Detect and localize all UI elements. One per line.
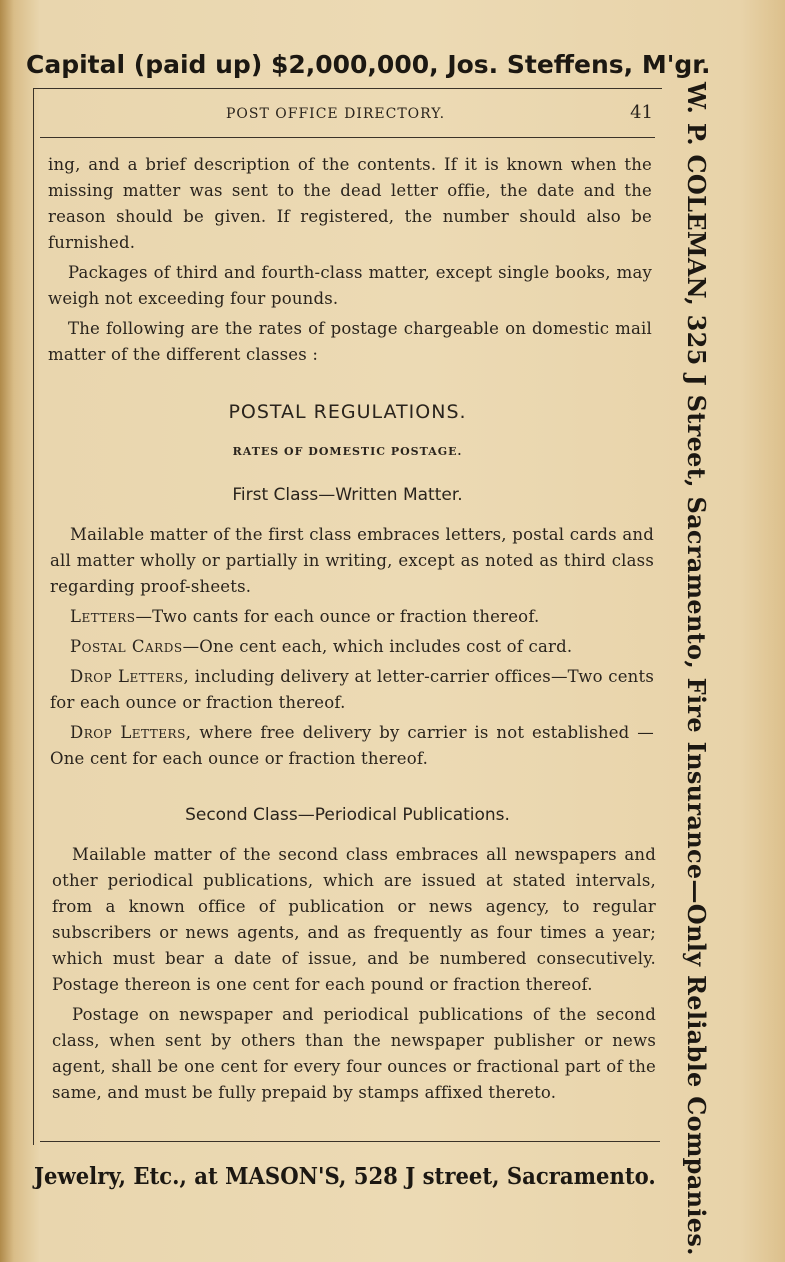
drop-letters-rate-2 — [50, 720, 654, 772]
bottom-advertisement: Jewelry, Etc., at MASON'S, 528 J street, Sacramento. — [34, 1163, 656, 1190]
letters-label: Letters — [70, 607, 136, 626]
postal-cards-text: —One cent each, which includes cost of card. — [182, 637, 573, 656]
page-number: 41 — [630, 102, 653, 123]
second-class-heading: Second Class—Periodical Publications. — [185, 805, 510, 825]
intro-text — [48, 152, 652, 368]
first-class-paragraph: Mailable matter of the first class embraces letters, postal cards and all matter wholly or partially in writing, except as noted as third class regarding proof-sheets. — [50, 525, 654, 596]
top-advertisement: Capital (paid up) $2,000,000, Jos. Steffens, M'gr. — [26, 50, 711, 79]
letters-text: —Two cants for each ounce or fraction thereof. — [135, 607, 540, 626]
drop-letters-label-1: Drop Letters, — [70, 667, 190, 686]
section-subtitle: RATES OF DOMESTIC POSTAGE. — [232, 445, 463, 458]
postal-cards-rate — [50, 634, 654, 660]
drop-letters-label-2: Drop Letters, — [70, 723, 192, 742]
section-title: POSTAL REGULATIONS. — [228, 401, 467, 423]
intro-paragraph-1: ing, and a brief description of the contents. If it is known when the missing matter was sent to the dead letter offie, the date and the reason should be given. If registered, the number should also be furnished. — [48, 155, 652, 252]
intro-paragraph-3: The following are the rates of postage chargeable on domestic mail matter of the different classes : — [48, 319, 652, 364]
second-class-paragraph-2: Postage on newspaper and periodical publications of the second class, when sent by others than the newspaper publisher or news agent, shall be one cent for every four ounces or fractional part of the same, and must be fully prepaid by stamps affixed thereto. — [52, 1005, 656, 1102]
second-class-paragraph-1: Mailable matter of the second class embraces all newspapers and other periodical publications, which are issued at stated intervals, from a known office of publication or news agency, to regular subscribers or news agents, and as frequently as four times a year; which must bear a date of issue, and be numbered consecutively. Postage thereon is one cent for each pound or fraction thereof. — [52, 845, 656, 994]
intro-paragraph-2: Packages of third and fourth-class matter, except single books, may weigh not exceeding four pounds. — [48, 263, 652, 308]
frame-bottom-rule — [40, 1141, 660, 1142]
drop-letters-text-1: including delivery at letter-carrier offices—Two cents for each ounce or fraction thereof. — [50, 667, 654, 712]
running-head: POST OFFICE DIRECTORY. — [226, 106, 446, 122]
postal-cards-label: Postal Cards — [70, 637, 183, 656]
letters-rate — [50, 604, 654, 630]
drop-letters-rate-1 — [50, 664, 654, 716]
first-class-heading: First Class—Written Matter. — [232, 485, 463, 505]
second-class-text — [52, 842, 656, 1106]
header-rule — [40, 137, 655, 138]
first-class-text — [50, 522, 654, 772]
side-advertisement: W. P. COLEMAN, 325 J Street, Sacramento, Fire Insurance—Only Reliable Companies. — [682, 82, 711, 1256]
drop-letters-text-2: where free delivery by carrier is not established —One cent for each ounce or fraction thereof. — [50, 723, 654, 768]
page-header — [40, 100, 655, 128]
